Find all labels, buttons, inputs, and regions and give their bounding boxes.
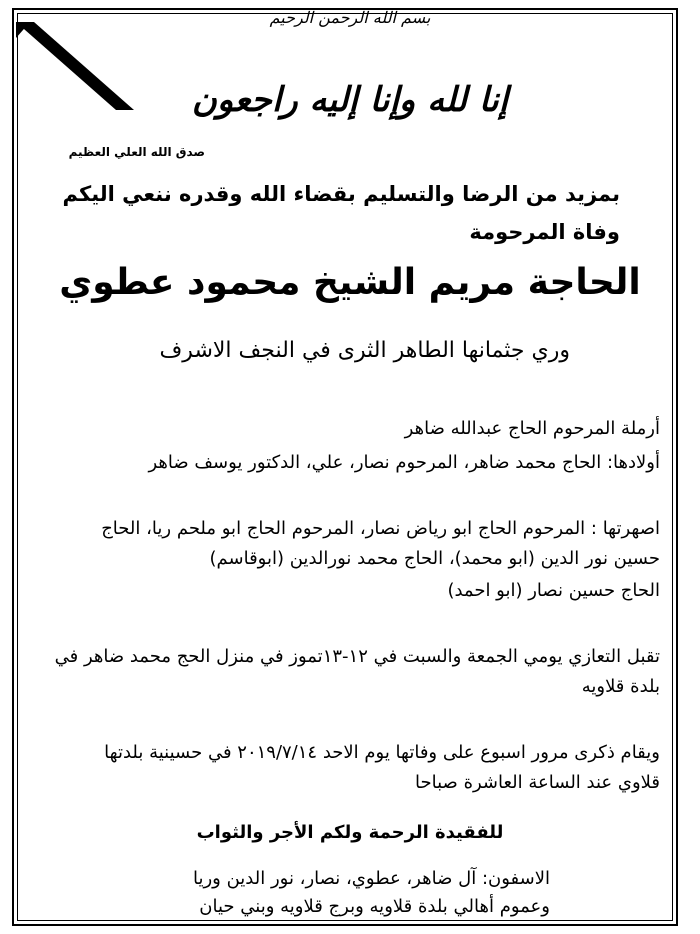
quran-verse: إنا لله وإنا إليه راجعون (191, 80, 509, 120)
intro-line-2: وفاة المرحومة (469, 220, 620, 244)
widow-line: أرملة المرحوم الحاج عبدالله ضاهر (404, 418, 660, 439)
memorial-line-2: قلاوي عند الساعة العاشرة صباحا (415, 772, 660, 793)
memorial-line-1: ويقام ذكرى مرور اسبوع على وفاتها يوم الاحد ٢٠١٩/٧/١٤ في حسينية بلدتها (104, 742, 660, 763)
deceased-name: الحاجة مريم الشيخ محمود عطوي (59, 262, 641, 303)
inlaws-line-2: حسين نور الدين (ابو محمد)، الحاج محمد نورالدين (ابوقاسم) (209, 548, 660, 569)
mourners-line-2: وعموم أهالي بلدة قلاويه وبرج قلاويه وبني حيان (199, 896, 550, 917)
basmala: بسم الله الرحمن الرحيم (269, 8, 431, 27)
mourners-line-1: الاسفون: آل ضاهر، عطوي، نصار، نور الدين وريا (192, 868, 550, 889)
intro-line-1: بمزيد من الرضا والتسليم بقضاء الله وقدره ننعي اليكم (62, 182, 620, 206)
condolence-line-1: تقبل التعازي يومي الجمعة والسبت في ١٢-١٣تموز في منزل الحج محمد ضاهر في (54, 646, 660, 667)
children-line: أولادها: الحاج محمد ضاهر، المرحوم نصار، علي، الدكتور يوسف ضاهر (148, 452, 660, 473)
condolence-line-2: بلدة قلاويه (581, 676, 660, 697)
inlaws-line-1: اصهرتها : المرحوم الحاج ابو رياض نصار، المرحوم الحاج ابو ملحم ريا، الحاج (101, 518, 660, 539)
inlaws-line-3: الحاج حسين نصار (ابو احمد) (447, 580, 660, 601)
closing-line: للفقيدة الرحمة ولكم الأجر والثواب (196, 822, 504, 843)
burial-note: وري جثمانها الطاهر الثرى في النجف الاشرف (159, 338, 570, 363)
verse-reference: صدق الله العلي العظيم (68, 145, 205, 159)
